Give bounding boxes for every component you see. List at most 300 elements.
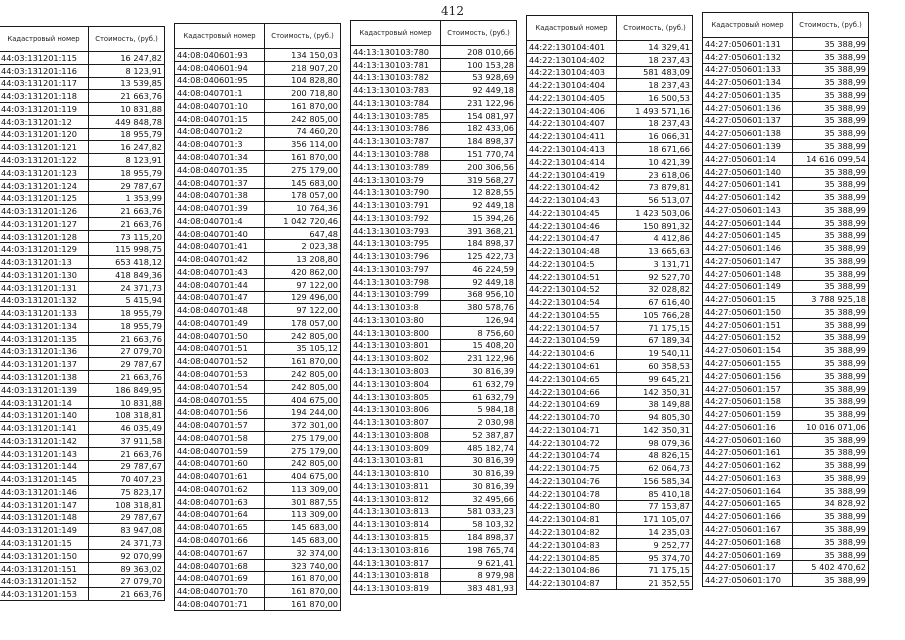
table-row	[351, 339, 517, 352]
table-row	[175, 87, 341, 100]
cost-cell: 35 388,99	[793, 101, 869, 114]
table-row	[527, 104, 693, 117]
table-row	[703, 548, 869, 561]
cadastral-number-cell: 44:22:130104:404	[527, 79, 617, 92]
cost-cell: 35 388,99	[793, 178, 869, 191]
cost-cell: 9 252,77	[617, 538, 693, 551]
table-row	[527, 245, 693, 258]
table-row	[0, 281, 165, 294]
cost-cell: 35 388,99	[793, 50, 869, 63]
cadastral-number-cell: 44:13:130103:798	[351, 275, 441, 288]
cadastral-number-cell: 44:27:050601:167	[703, 523, 793, 536]
cost-cell: 161 870,00	[265, 585, 341, 598]
cost-cell: 161 870,00	[265, 597, 341, 610]
table-row	[175, 49, 341, 62]
cadastral-number-cell: 44:13:130103:803	[351, 365, 441, 378]
cost-cell: 104 828,80	[265, 74, 341, 87]
cadastral-number-cell: 44:27:050601:17	[703, 561, 793, 574]
cost-cell: 35 388,99	[793, 484, 869, 497]
cadastral-number-cell: 44:27:050601:155	[703, 357, 793, 370]
cost-cell: 18 237,43	[617, 53, 693, 66]
cost-cell: 383 481,93	[441, 582, 517, 595]
cost-cell: 35 388,99	[793, 369, 869, 382]
cost-cell: 16 247,82	[89, 141, 165, 154]
cost-cell: 75 823,17	[89, 486, 165, 499]
cadastral-number-cell: 44:22:130104:413	[527, 143, 617, 156]
table-row	[703, 191, 869, 204]
cadastral-number-cell: 44:22:130104:87	[527, 577, 617, 590]
cadastral-number-cell: 44:27:050601:143	[703, 203, 793, 216]
cadastral-number-cell: 44:03:131201:131	[0, 281, 89, 294]
cadastral-number-cell: 44:27:050601:147	[703, 255, 793, 268]
cadastral-number-cell: 44:13:130103:793	[351, 224, 441, 237]
table-row	[0, 269, 165, 282]
cadastral-number-cell: 44:13:130103:797	[351, 263, 441, 276]
cost-cell: 2 030,98	[441, 416, 517, 429]
cadastral-number-cell: 44:27:050601:146	[703, 242, 793, 255]
cadastral-number-cell: 44:13:130103:796	[351, 250, 441, 263]
cost-cell: 21 663,76	[89, 371, 165, 384]
cost-cell: 48 826,15	[617, 449, 693, 462]
cadastral-number-cell: 44:27:050601:168	[703, 535, 793, 548]
cadastral-number-cell: 44:08:040701:34	[175, 151, 265, 164]
cost-cell: 105 766,28	[617, 309, 693, 322]
cadastral-number-cell: 44:22:130104:72	[527, 436, 617, 449]
cadastral-number-cell: 44:22:130104:55	[527, 309, 617, 322]
cost-cell: 92 070,99	[89, 549, 165, 562]
table-row	[351, 403, 517, 416]
cost-cell: 35 388,99	[793, 574, 869, 587]
table-row	[175, 189, 341, 202]
table-row	[175, 597, 341, 610]
cadastral-number-cell: 44:08:040701:42	[175, 253, 265, 266]
cost-cell: 29 787,67	[89, 358, 165, 371]
table-row	[175, 202, 341, 215]
cost-cell: 8 123,91	[89, 64, 165, 77]
cadastral-number-cell: 44:03:131201:132	[0, 294, 89, 307]
table-row	[527, 500, 693, 513]
cost-cell: 231 122,96	[441, 352, 517, 365]
cost-cell: 95 374,70	[617, 551, 693, 564]
cadastral-number-cell: 44:27:050601:145	[703, 229, 793, 242]
cost-cell: 83 947,08	[89, 524, 165, 537]
table-row	[175, 74, 341, 87]
table-row	[703, 280, 869, 293]
table-row	[351, 46, 517, 59]
cadastral-number-cell: 44:22:130104:70	[527, 411, 617, 424]
cost-cell: 108 318,81	[89, 498, 165, 511]
cost-cell: 27 079,70	[89, 575, 165, 588]
cadastral-number-cell: 44:27:050601:133	[703, 63, 793, 76]
table-row	[175, 419, 341, 432]
table-row	[175, 572, 341, 585]
table-row	[0, 588, 165, 601]
table-row	[0, 383, 165, 396]
cost-cell: 184 898,37	[441, 531, 517, 544]
table-row	[703, 561, 869, 574]
cost-cell: 178 057,00	[265, 189, 341, 202]
cost-cell: 30 816,39	[441, 467, 517, 480]
cost-cell: 92 449,18	[441, 275, 517, 288]
cadastral-number-cell: 44:08:040701:66	[175, 534, 265, 547]
cost-cell: 73 879,81	[617, 181, 693, 194]
cadastral-number-cell: 44:03:131201:140	[0, 409, 89, 422]
cadastral-number-cell: 44:27:050601:136	[703, 101, 793, 114]
cadastral-number-cell: 44:27:050601:16	[703, 420, 793, 433]
cost-cell: 35 388,99	[793, 63, 869, 76]
cadastral-number-cell: 44:27:050601:142	[703, 191, 793, 204]
cadastral-number-cell: 44:08:040701:50	[175, 329, 265, 342]
header-cost: Стоимость, (руб.)	[89, 27, 165, 52]
cost-cell: 372 301,00	[265, 419, 341, 432]
cadastral-number-cell: 44:22:130104:411	[527, 130, 617, 143]
cadastral-number-cell: 44:03:131201:141	[0, 422, 89, 435]
table-row	[175, 329, 341, 342]
cadastral-number-cell: 44:03:131201:14	[0, 396, 89, 409]
cadastral-number-cell: 44:27:050601:151	[703, 318, 793, 331]
cost-cell: 35 388,99	[793, 459, 869, 472]
cost-cell: 74 460,20	[265, 125, 341, 138]
table-row	[0, 179, 165, 192]
cadastral-number-cell: 44:13:130103:789	[351, 160, 441, 173]
cadastral-number-cell: 44:03:131201:147	[0, 498, 89, 511]
cadastral-number-cell: 44:08:040701:61	[175, 470, 265, 483]
cadastral-number-cell: 44:22:130104:405	[527, 92, 617, 105]
table-row	[175, 151, 341, 164]
table-row	[175, 393, 341, 406]
cadastral-number-cell: 44:08:040701:57	[175, 419, 265, 432]
cadastral-number-cell: 44:13:130103:809	[351, 441, 441, 454]
table-row	[0, 192, 165, 205]
cadastral-number-cell: 44:08:040601:94	[175, 61, 265, 74]
cost-cell: 404 675,00	[265, 470, 341, 483]
cadastral-number-cell: 44:08:040701:70	[175, 585, 265, 598]
cost-cell: 16 247,82	[89, 52, 165, 65]
table-row	[175, 317, 341, 330]
cadastral-number-cell: 44:13:130103:815	[351, 531, 441, 544]
table-row	[175, 559, 341, 572]
cost-cell: 21 352,55	[617, 577, 693, 590]
table-row	[351, 505, 517, 518]
cost-cell: 18 237,43	[617, 117, 693, 130]
cadastral-number-cell: 44:13:130103:791	[351, 199, 441, 212]
cadastral-number-cell: 44:03:131201:148	[0, 511, 89, 524]
cost-cell: 21 663,76	[89, 447, 165, 460]
table-row	[703, 229, 869, 242]
table-row	[0, 243, 165, 256]
table-row	[175, 380, 341, 393]
cadastral-number-cell: 44:08:040701:59	[175, 444, 265, 457]
cadastral-number-cell: 44:27:050601:166	[703, 510, 793, 523]
table-row	[351, 160, 517, 173]
cost-cell: 21 663,76	[89, 90, 165, 103]
table-row	[527, 334, 693, 347]
table-row	[0, 332, 165, 345]
cadastral-number-cell: 44:03:131201:128	[0, 230, 89, 243]
table-row	[0, 486, 165, 499]
table-row	[0, 166, 165, 179]
cadastral-number-cell: 44:22:130104:406	[527, 104, 617, 117]
table-row	[175, 278, 341, 291]
cost-cell: 70 407,23	[89, 473, 165, 486]
cost-cell: 356 114,00	[265, 138, 341, 151]
cadastral-number-cell: 44:13:130103:786	[351, 122, 441, 135]
cost-cell: 134 150,03	[265, 49, 341, 62]
cadastral-number-cell: 44:27:050601:161	[703, 446, 793, 459]
cost-cell: 35 388,99	[793, 318, 869, 331]
cadastral-number-cell: 44:13:130103:790	[351, 186, 441, 199]
cost-cell: 35 388,99	[793, 89, 869, 102]
cost-cell: 35 388,99	[793, 191, 869, 204]
cost-cell: 35 388,99	[793, 472, 869, 485]
cadastral-number-cell: 44:08:040701:37	[175, 176, 265, 189]
table-row	[0, 52, 165, 65]
cost-cell: 14 329,41	[617, 41, 693, 54]
table-row	[0, 141, 165, 154]
cadastral-number-cell: 44:03:131201:119	[0, 103, 89, 116]
cost-cell: 35 388,99	[793, 229, 869, 242]
cost-cell: 242 805,00	[265, 329, 341, 342]
cost-cell: 151 770,74	[441, 148, 517, 161]
cost-cell: 145 683,00	[265, 176, 341, 189]
cadastral-number-cell: 44:27:050601:131	[703, 38, 793, 51]
cadastral-number-cell: 44:03:131201:12	[0, 115, 89, 128]
table-row	[175, 125, 341, 138]
cadastral-number-cell: 44:22:130104:52	[527, 283, 617, 296]
table-row	[351, 428, 517, 441]
table-row	[0, 422, 165, 435]
table-row	[527, 270, 693, 283]
cadastral-number-cell: 44:22:130104:54	[527, 296, 617, 309]
table-row	[527, 283, 693, 296]
cost-cell: 18 237,43	[617, 79, 693, 92]
cost-cell: 301 887,55	[265, 495, 341, 508]
cadastral-number-cell: 44:27:050601:159	[703, 408, 793, 421]
cadastral-number-cell: 44:03:131201:144	[0, 460, 89, 473]
cadastral-number-cell: 44:13:130103:782	[351, 71, 441, 84]
table-row	[527, 206, 693, 219]
cadastral-number-cell: 44:08:040701:58	[175, 431, 265, 444]
cadastral-number-cell: 44:27:050601:157	[703, 382, 793, 395]
cadastral-number-cell: 44:13:130103:814	[351, 518, 441, 531]
cost-cell: 30 816,39	[441, 454, 517, 467]
cadastral-number-cell: 44:03:131201:118	[0, 90, 89, 103]
table-row	[703, 152, 869, 165]
cadastral-number-cell: 44:13:130103:780	[351, 46, 441, 59]
table-row	[703, 472, 869, 485]
cost-cell: 24 371,73	[89, 281, 165, 294]
cadastral-number-cell: 44:27:050601:170	[703, 574, 793, 587]
table-row	[703, 203, 869, 216]
cost-cell: 61 632,79	[441, 377, 517, 390]
table-row	[703, 459, 869, 472]
cadastral-number-cell: 44:03:131201:122	[0, 154, 89, 167]
cost-cell: 15 408,20	[441, 339, 517, 352]
table-row	[175, 253, 341, 266]
table-row	[351, 224, 517, 237]
header-cadastral-number: Кадастровый номер	[351, 21, 441, 46]
cadastral-number-cell: 44:03:131201:138	[0, 371, 89, 384]
cost-cell: 16 500,53	[617, 92, 693, 105]
cost-cell: 94 805,30	[617, 411, 693, 424]
cost-cell: 92 449,18	[441, 199, 517, 212]
cost-cell: 35 388,99	[793, 165, 869, 178]
cadastral-table-3	[350, 20, 517, 595]
cadastral-number-cell: 44:03:131201:145	[0, 473, 89, 486]
cadastral-number-cell: 44:03:131201:127	[0, 217, 89, 230]
cadastral-number-cell: 44:22:130104:61	[527, 360, 617, 373]
cadastral-number-cell: 44:08:040701:38	[175, 189, 265, 202]
cost-cell: 92 527,70	[617, 270, 693, 283]
cost-cell: 35 388,99	[793, 280, 869, 293]
table-row	[175, 342, 341, 355]
cost-cell: 21 663,76	[89, 332, 165, 345]
cost-cell: 35 388,99	[793, 216, 869, 229]
table-row	[527, 66, 693, 79]
cadastral-number-cell: 44:03:131201:143	[0, 447, 89, 460]
table-row	[175, 585, 341, 598]
cost-cell: 3 788 925,18	[793, 293, 869, 306]
cadastral-number-cell: 44:22:130104:81	[527, 513, 617, 526]
cost-cell: 21 663,76	[89, 217, 165, 230]
cadastral-number-cell: 44:13:130103:8	[351, 301, 441, 314]
table-row	[175, 266, 341, 279]
cost-cell: 161 870,00	[265, 355, 341, 368]
cost-cell: 58 103,32	[441, 518, 517, 531]
cost-cell: 653 418,12	[89, 256, 165, 269]
table-row	[351, 211, 517, 224]
table-row	[703, 420, 869, 433]
cost-cell: 154 081,97	[441, 109, 517, 122]
cadastral-number-cell: 44:22:130104:47	[527, 232, 617, 245]
table-row	[351, 58, 517, 71]
cadastral-number-cell: 44:03:131201:117	[0, 77, 89, 90]
table-row	[0, 320, 165, 333]
cost-cell: 61 632,79	[441, 390, 517, 403]
table-row	[351, 365, 517, 378]
cost-cell: 18 671,66	[617, 143, 693, 156]
cadastral-number-cell: 44:27:050601:152	[703, 331, 793, 344]
table-row	[351, 71, 517, 84]
cost-cell: 242 805,00	[265, 457, 341, 470]
cost-cell: 98 079,36	[617, 436, 693, 449]
table-row	[175, 495, 341, 508]
cadastral-number-cell: 44:08:040701:39	[175, 202, 265, 215]
table-row	[351, 492, 517, 505]
cost-cell: 35 388,99	[793, 140, 869, 153]
cost-cell: 35 388,99	[793, 548, 869, 561]
table-row	[703, 331, 869, 344]
cost-cell: 184 898,37	[441, 237, 517, 250]
table-row	[175, 240, 341, 253]
cost-cell: 581 033,23	[441, 505, 517, 518]
cadastral-number-cell: 44:27:050601:149	[703, 280, 793, 293]
cadastral-number-cell: 44:08:040701:68	[175, 559, 265, 572]
cadastral-number-cell: 44:08:040601:95	[175, 74, 265, 87]
table-row	[351, 288, 517, 301]
cadastral-number-cell: 44:08:040701:1	[175, 87, 265, 100]
table-row	[351, 250, 517, 263]
table-row	[351, 326, 517, 339]
cadastral-number-cell: 44:13:130103:783	[351, 84, 441, 97]
table-row	[0, 498, 165, 511]
cadastral-number-cell: 44:13:130103:818	[351, 569, 441, 582]
cost-cell: 1 493 571,16	[617, 104, 693, 117]
table-row	[527, 143, 693, 156]
cost-cell: 418 849,36	[89, 269, 165, 282]
cadastral-number-cell: 44:22:130104:71	[527, 423, 617, 436]
cadastral-number-cell: 44:27:050601:132	[703, 50, 793, 63]
header-cadastral-number: Кадастровый номер	[527, 16, 617, 41]
table-row	[175, 291, 341, 304]
cost-cell: 218 907,20	[265, 61, 341, 74]
table-row	[527, 347, 693, 360]
cost-cell: 35 388,99	[793, 38, 869, 51]
cadastral-number-cell: 44:13:130103:781	[351, 58, 441, 71]
cost-cell: 129 496,00	[265, 291, 341, 304]
table-row	[351, 352, 517, 365]
cost-cell: 10 831,88	[89, 396, 165, 409]
cadastral-number-cell: 44:03:131201:129	[0, 243, 89, 256]
cadastral-number-cell: 44:22:130104:43	[527, 194, 617, 207]
table-row	[527, 436, 693, 449]
cost-cell: 32 028,82	[617, 283, 693, 296]
table-row	[527, 462, 693, 475]
table-row	[703, 178, 869, 191]
cadastral-number-cell: 44:27:050601:134	[703, 76, 793, 89]
cost-cell: 10 831,88	[89, 103, 165, 116]
cadastral-number-cell: 44:27:050601:158	[703, 395, 793, 408]
table-row	[0, 256, 165, 269]
table-row	[351, 199, 517, 212]
table-row	[0, 77, 165, 90]
cadastral-number-cell: 44:13:130103:816	[351, 543, 441, 556]
cadastral-number-cell: 44:22:130104:414	[527, 155, 617, 168]
table-row	[351, 135, 517, 148]
cost-cell: 186 849,95	[89, 383, 165, 396]
table-row	[0, 345, 165, 358]
cadastral-number-cell: 44:27:050601:156	[703, 369, 793, 382]
cadastral-number-cell: 44:13:130103:806	[351, 403, 441, 416]
table-row	[527, 117, 693, 130]
cost-cell: 4 412,86	[617, 232, 693, 245]
cost-cell: 56 513,07	[617, 194, 693, 207]
cost-cell: 35 388,99	[793, 395, 869, 408]
table-row	[0, 434, 165, 447]
table-row	[0, 575, 165, 588]
table-row	[351, 314, 517, 327]
cost-cell: 89 363,02	[89, 562, 165, 575]
cadastral-number-cell: 44:03:131201:15	[0, 537, 89, 550]
cadastral-number-cell: 44:08:040701:47	[175, 291, 265, 304]
cost-cell: 126,94	[441, 314, 517, 327]
cadastral-number-cell: 44:08:040701:15	[175, 112, 265, 125]
cost-cell: 35 388,99	[793, 523, 869, 536]
table-row	[527, 423, 693, 436]
cost-cell: 194 244,00	[265, 406, 341, 419]
table-row	[351, 543, 517, 556]
table-row	[175, 112, 341, 125]
table-row	[0, 128, 165, 141]
table-row	[527, 449, 693, 462]
cost-cell: 73 115,20	[89, 230, 165, 243]
cadastral-number-cell: 44:08:040701:53	[175, 368, 265, 381]
cost-cell: 29 787,67	[89, 179, 165, 192]
cadastral-number-cell: 44:22:130104:66	[527, 385, 617, 398]
cadastral-number-cell: 44:03:131201:125	[0, 192, 89, 205]
cadastral-number-cell: 44:03:131201:124	[0, 179, 89, 192]
cadastral-number-cell: 44:08:040701:63	[175, 495, 265, 508]
